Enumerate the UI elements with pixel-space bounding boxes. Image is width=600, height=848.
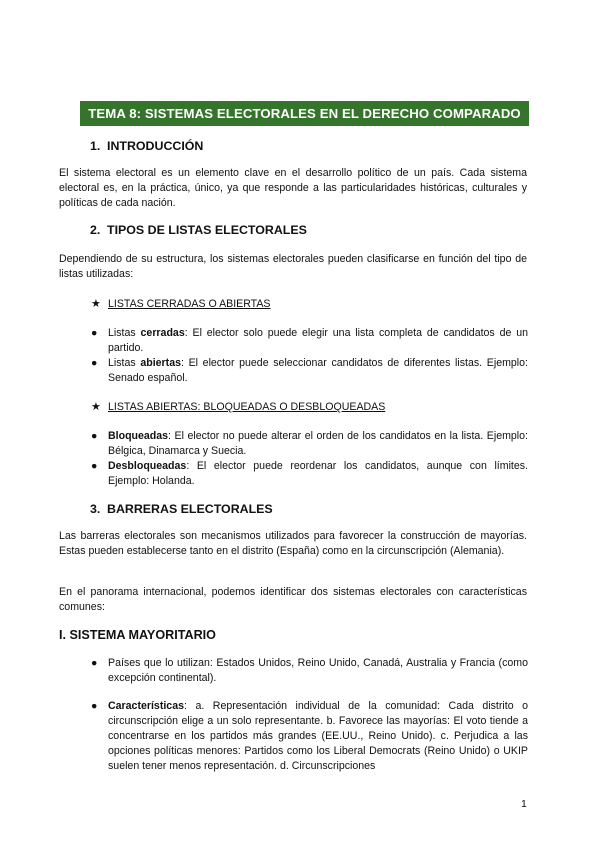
heading-sistema-mayoritario: I. SISTEMA MAYORITARIO: [59, 628, 216, 642]
star-icon: ★: [91, 298, 101, 310]
item-text: : El elector solo puede elegir una lista completa de candidatos de un partido.: [108, 327, 528, 354]
item-text: : El elector puede seleccionar candidatos de diferentes listas. Ejemplo: Senado español.: [108, 357, 528, 384]
section-number: 2.: [90, 223, 101, 237]
paragraph-panorama: En el panorama internacional, podemos identificar dos sistemas electorales con características comunes:: [59, 586, 527, 614]
section-number: 3.: [90, 502, 101, 516]
item-text: Países que lo utilizan: Estados Unidos, Reino Unido, Canadá, Australia y Francia (como excepción continental).: [108, 657, 528, 684]
subsection-bloqueadas-desbloqueadas: [91, 400, 385, 415]
list-item: [91, 429, 528, 459]
star-icon: ★: [91, 401, 101, 413]
bullet-icon: ●: [91, 357, 98, 369]
list-item: [91, 356, 528, 386]
section-number: 1.: [90, 139, 101, 153]
subsection-label: LISTAS ABIERTAS: BLOQUEADAS O DESBLOQUEADAS: [108, 401, 386, 413]
item-prefix: Listas: [108, 327, 141, 339]
item-term: Desbloqueadas: [108, 460, 187, 472]
section-heading-tipos-listas: [90, 223, 307, 237]
section-title: INTRODUCCIÓN: [107, 139, 204, 153]
paragraph-introduccion: El sistema electoral es un elemento clave en el desarrollo político de un país. Cada sistema electoral es, en la práctica, único, ya que responde a las particularidades históricas, culturales y políticas de cada nación.: [59, 167, 527, 210]
item-text: : El elector puede reordenar los candidatos, aunque con límites. Ejemplo: Holanda.: [108, 460, 528, 487]
bullet-icon: ●: [91, 700, 98, 712]
subsection-cerradas-abiertas: [91, 297, 271, 312]
section-title: BARRERAS ELECTORALES: [107, 502, 273, 516]
section-heading-introduccion: [90, 139, 203, 153]
bullet-icon: ●: [91, 657, 98, 669]
item-term: Características: [108, 700, 184, 712]
item-text: : a. Representación individual de la comunidad: Cada distrito o circunscripción elige a un solo representante. b. Favorece las mayorías: El voto tiende a concentrarse en los partidos más grandes (EE.UU., Reino Unido). c. Perjudica a las opciones políticas menores: Partidos como los Liberal Democrats (Reino Unido) o UKIP suelen tener menos representación. d. Circunscripciones: [108, 700, 528, 772]
subsection-label: LISTAS CERRADAS O ABIERTAS: [108, 298, 271, 310]
item-term: abiertas: [140, 357, 181, 369]
list-item: [91, 459, 528, 489]
paragraph-tipos-listas: Dependiendo de su estructura, los sistemas electorales pueden clasificarse en función del tipo de listas utilizadas:: [59, 253, 527, 281]
bullet-icon: ●: [91, 460, 98, 472]
section-title: TIPOS DE LISTAS ELECTORALES: [107, 223, 307, 237]
section-heading-barreras: [90, 502, 273, 516]
paragraph-barreras: Las barreras electorales son mecanismos utilizados para favorecer la construcción de mayorías. Estas pueden establecerse tanto en el distrito (España) como en la circunscripción (Alemania).: [59, 530, 527, 558]
bullet-icon: ●: [91, 430, 98, 442]
item-text: : El elector no puede alterar el orden de los candidatos en la lista. Ejemplo: Bélgica, Dinamarca y Suecia.: [108, 430, 528, 457]
document-title: TEMA 8: SISTEMAS ELECTORALES EN EL DERECHO COMPARADO: [80, 101, 529, 126]
list-item: [91, 699, 528, 774]
page-number: 1: [521, 798, 527, 810]
list-item: [91, 656, 528, 686]
item-term: cerradas: [140, 327, 185, 339]
item-prefix: Listas: [108, 357, 141, 369]
item-term: Bloqueadas: [108, 430, 169, 442]
list-item: [91, 326, 528, 356]
bullet-icon: ●: [91, 327, 98, 339]
